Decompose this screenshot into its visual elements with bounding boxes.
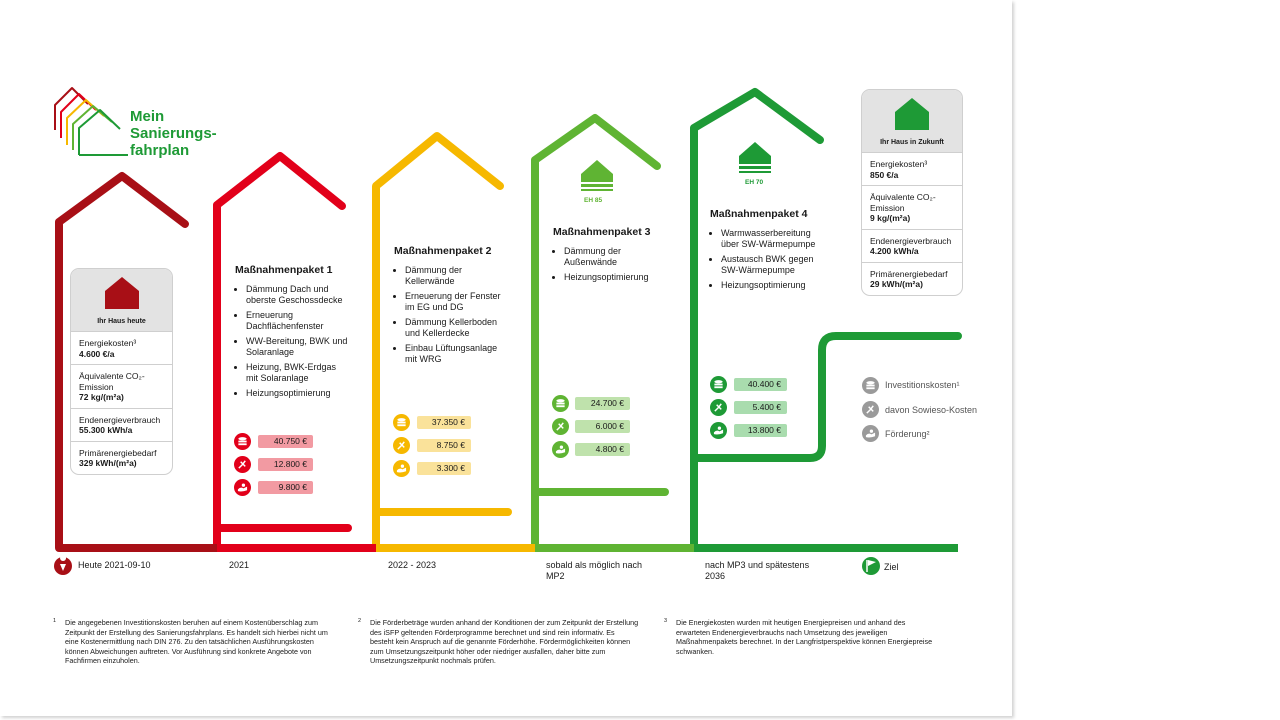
card-caption: Ihr Haus heute <box>97 318 146 325</box>
measure-item: • Austausch BWK gegen SW-Wärmepumpe <box>721 254 822 276</box>
measure-item: • Dämmung der Außenwände <box>564 246 663 268</box>
timeline-label-p1: 2021 <box>229 560 250 570</box>
house-icon <box>105 277 139 309</box>
measure-item: • Heizungsoptimierung <box>246 388 350 399</box>
package-3-text <box>553 226 663 287</box>
measure-item: • Dämmung Dach und oberste Geschossdecke <box>246 284 350 306</box>
card-row-energy-cost: Energiekosten³ 4.600 €/a <box>71 332 172 365</box>
sowieso-icon <box>552 418 569 435</box>
investment-icon <box>710 376 727 393</box>
foerderung-icon <box>710 422 727 439</box>
legend-sowieso-label: davon Sowieso-Kosten <box>885 405 978 415</box>
timeline-label-p2: 2022 - 2023 <box>388 560 437 570</box>
footnote-1 <box>53 618 335 666</box>
measure-item: • Einbau Lüftungsanlage mit WRG <box>405 343 506 365</box>
foerderung-icon <box>234 479 251 496</box>
house-floor-package-4 <box>694 336 958 458</box>
card-header <box>71 269 172 332</box>
cost-investment: 40.750 € <box>258 435 313 448</box>
house-outline-package-3 <box>535 118 657 548</box>
legend-investment-label: Investitionskosten¹ <box>885 380 960 390</box>
eh70-house-icon <box>739 142 771 173</box>
timeline-label-today: Heute 2021-09-10 <box>78 560 151 570</box>
sowieso-icon <box>393 437 410 454</box>
card-row-co2: Äquivalente CO₂-Emission 72 kg/(m²a) <box>71 365 172 409</box>
cost-sowieso: 12.800 € <box>258 458 313 471</box>
cost-foerderung: 3.300 € <box>417 462 471 475</box>
package-4-title: Maßnahmenpaket 4 <box>710 208 808 220</box>
footnote-text: Die angegebenen Investitionskosten beruhen auf einem Kostenüberschlag zum Zeitpunkt der Erstellung des Sanierungsfahrplans. Es handelt sich hierbei nicht um eine Kostenermittlung nach DIN 276. Zu den tatsächlichen Ausführungskosten können Abweichungen auftreten. Vor Ausführung sind konkrete Angebote von Fachfirmen einzuholen. <box>65 618 328 666</box>
logo-line-1: Mein <box>130 108 165 125</box>
timeline-label-goal: Ziel <box>884 562 899 572</box>
card-row-energy-cost: Energiekosten³ 850 €/a <box>862 153 962 186</box>
eh85-label: EH 85 <box>584 197 603 204</box>
card-row-co2: Äquivalente CO₂-Emission 9 kg/(m²a) <box>862 186 962 230</box>
sowieso-icon <box>862 401 879 418</box>
location-pin-icon <box>54 555 72 575</box>
measure-item: • Heizung, BWK-Erdgas mit Solaranlage <box>246 362 350 384</box>
cost-sowieso: 5.400 € <box>734 401 787 414</box>
cost-foerderung: 13.800 € <box>734 424 787 437</box>
package-2-measures <box>394 265 506 365</box>
foerderung-icon <box>552 441 569 458</box>
footnote-text: Die Förderbeträge wurden anhand der Konditionen der zum Zeitpunkt der Erstellung des iSFP geltenden Förderprogramme berechnet und sind rein informativ. Es besteht kein Anspruch auf die genannte Förderhöhe. Fördermöglichkeiten können zum Umsetzungszeitpunkt höher oder niedriger ausfallen, daher bitte zum Umsetzungszeitpunkt nochmals prüfen. <box>370 618 639 666</box>
package-2-title: Maßnahmenpaket 2 <box>394 245 492 257</box>
timeline-label-p4: nach MP3 und spätestens 2036 <box>705 560 810 581</box>
package-4-text <box>710 208 822 295</box>
logo-title <box>130 108 217 159</box>
card-house-future <box>861 89 963 296</box>
investment-icon <box>393 414 410 431</box>
timeline-label-p3: sobald als möglich nach MP2 <box>546 560 643 581</box>
measure-item: • Heizungsoptimierung <box>564 272 663 283</box>
eh85-house-icon <box>581 160 613 191</box>
measure-item: • Dämmung der Kellerwände <box>405 265 506 287</box>
cost-foerderung: 9.800 € <box>258 481 313 494</box>
measure-item: • Warmwasserbereitung über SW-Wärmepumpe <box>721 228 822 250</box>
footnote-number: 3 <box>664 618 668 624</box>
card-row-primary-energy: Primärenergiebedarf 329 kWh/(m²a) <box>79 447 157 468</box>
package-2-text <box>394 245 506 369</box>
card-row-final-energy: Endenergieverbrauch 55.300 kWh/a <box>71 409 172 442</box>
package-1-text <box>235 264 350 403</box>
logo-line-3: fahrplan <box>130 142 190 159</box>
foerderung-icon <box>393 460 410 477</box>
footnote-3 <box>664 618 936 656</box>
logo-icon <box>55 88 128 155</box>
package-1-title: Maßnahmenpaket 1 <box>235 264 333 276</box>
goal-flag-icon <box>862 557 880 575</box>
logo-line-2: Sanierungs- <box>130 125 217 142</box>
card-caption: Ihr Haus in Zukunft <box>880 139 944 146</box>
package-1-measures <box>235 284 350 399</box>
measure-item: • Dämmung Kellerboden und Kellerdecke <box>405 317 506 339</box>
footnote-text: Die Energiekosten wurden mit heutigen Energiepreisen und anhand des erwarteten Endenergieverbrauchs nach Umsetzung des jeweiligen Maßnahmenpakets berechnet. In der Langfristperspektive können Energiepreise schwanken. <box>676 618 933 656</box>
investment-icon <box>862 377 879 394</box>
legend-foerderung-label: Förderung² <box>885 429 930 439</box>
house-icon <box>895 98 929 130</box>
cost-investment: 37.350 € <box>417 416 471 429</box>
package-3-measures <box>553 246 663 283</box>
card-house-today <box>70 268 173 475</box>
footnote-2 <box>358 618 640 666</box>
cost-sowieso: 8.750 € <box>417 439 471 452</box>
card-header <box>862 90 962 153</box>
investment-icon <box>234 433 251 450</box>
package-3-title: Maßnahmenpaket 3 <box>553 226 651 238</box>
package-4-measures <box>710 228 822 291</box>
measure-item: • Erneuerung der Fenster im EG und DG <box>405 291 506 313</box>
investment-icon <box>552 395 569 412</box>
cost-investment: 40.400 € <box>734 378 787 391</box>
measure-item: • Heizungsoptimierung <box>721 280 822 291</box>
eh70-label: EH 70 <box>745 179 764 186</box>
cost-investment: 24.700 € <box>575 397 630 410</box>
foerderung-icon <box>862 425 879 442</box>
cost-sowieso: 6.000 € <box>575 420 630 433</box>
sowieso-icon <box>710 399 727 416</box>
card-row-primary-energy: Primärenergiebedarf 29 kWh/(m²a) <box>870 268 948 289</box>
sowieso-icon <box>234 456 251 473</box>
footnote-number: 1 <box>53 618 57 624</box>
footnote-number: 2 <box>358 618 362 624</box>
measure-item: • Erneuerung Dachflächenfenster <box>246 310 350 332</box>
card-row-final-energy: Endenergieverbrauch 4.200 kWh/a <box>862 230 962 263</box>
cost-foerderung: 4.800 € <box>575 443 630 456</box>
measure-item: • WW-Bereitung, BWK und Solaranlage <box>246 336 350 358</box>
